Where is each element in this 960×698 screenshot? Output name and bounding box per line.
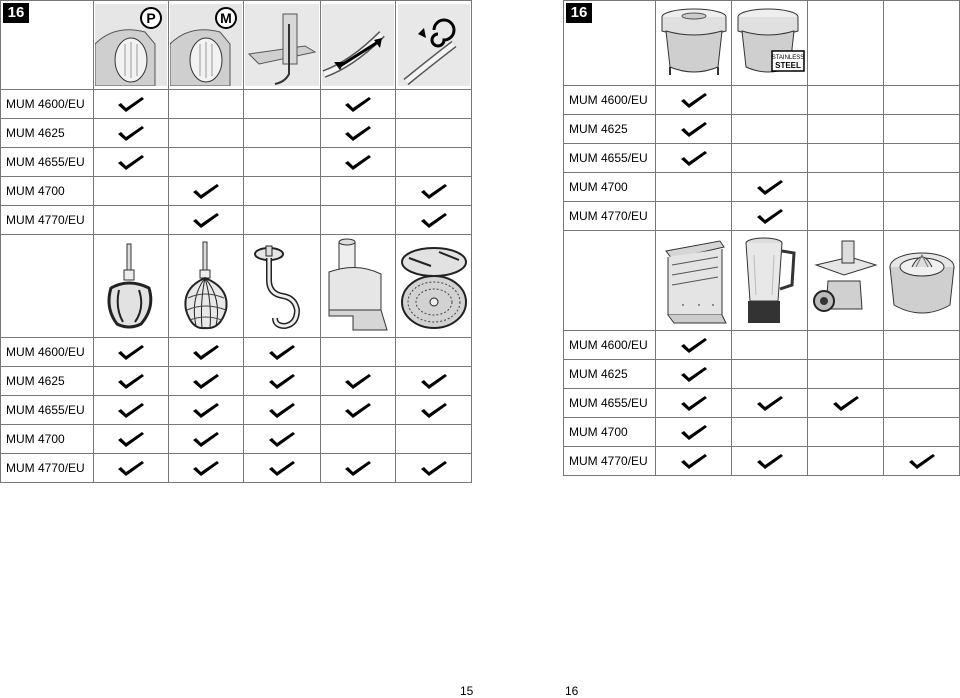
meat-mincer-icon: [808, 231, 884, 331]
check-cell: [94, 148, 169, 177]
checkmark-icon: [680, 92, 708, 108]
empty-cell: [808, 447, 884, 476]
empty-cell: [732, 115, 808, 144]
check-cell: [396, 396, 472, 425]
page-number-left: 15: [460, 684, 474, 698]
steel-bowl-icon: [732, 1, 808, 86]
check-cell: [321, 396, 396, 425]
table-row: [564, 115, 960, 144]
check-cell: [732, 202, 808, 231]
arm-up-down-icon: [321, 1, 396, 90]
check-cell: [656, 360, 732, 389]
model-label: MUM 4625: [564, 115, 656, 144]
checkmark-icon: [117, 460, 145, 476]
empty-cell: [244, 148, 321, 177]
check-cell: [396, 454, 472, 483]
check-cell: [656, 447, 732, 476]
check-cell: [94, 367, 169, 396]
table-row: [564, 389, 960, 418]
empty-cell: [244, 90, 321, 119]
check-cell: [244, 367, 321, 396]
checkmark-icon: [117, 154, 145, 170]
left-panel: [0, 0, 472, 483]
checkmark-icon: [117, 96, 145, 112]
checkmark-icon: [192, 212, 220, 228]
kneading-hook-icon: [94, 235, 169, 338]
checkmark-icon: [117, 373, 145, 389]
left-bottom-table: [0, 234, 472, 483]
check-cell: [169, 338, 244, 367]
check-cell: [94, 90, 169, 119]
checkmark-icon: [344, 125, 372, 141]
table-row: [1, 454, 472, 483]
model-label: MUM 4600/EU: [1, 90, 94, 119]
empty-cell: [656, 202, 732, 231]
check-cell: [656, 331, 732, 360]
checkmark-icon: [344, 154, 372, 170]
empty-cell: [321, 177, 396, 206]
model-label: MUM 4600/EU: [564, 86, 656, 115]
empty-header-cell: [884, 1, 960, 86]
empty-cell: [396, 119, 472, 148]
table-row: [1, 206, 472, 235]
check-cell: [656, 389, 732, 418]
check-cell: [656, 115, 732, 144]
check-cell: [169, 367, 244, 396]
check-cell: [94, 119, 169, 148]
section-badge: 16: [566, 3, 592, 23]
model-label: MUM 4655/EU: [1, 396, 94, 425]
table-row: [564, 447, 960, 476]
check-cell: [169, 454, 244, 483]
empty-cell: [808, 418, 884, 447]
empty-cell: [321, 425, 396, 454]
food-processor-icon: [321, 235, 396, 338]
table-row: [564, 418, 960, 447]
mixer-arm-icon: [244, 1, 321, 90]
model-label: MUM 4655/EU: [1, 148, 94, 177]
steel-label-line1: STAINLESS: [771, 55, 804, 61]
empty-cell: [732, 331, 808, 360]
whisk-icon: [169, 235, 244, 338]
checkmark-icon: [756, 208, 784, 224]
check-cell: [321, 148, 396, 177]
table-row: [1, 338, 472, 367]
table-row: [564, 173, 960, 202]
empty-cell: [321, 206, 396, 235]
checkmark-icon: [192, 402, 220, 418]
model-label: MUM 4700: [564, 418, 656, 447]
section-badge: 16: [3, 3, 29, 23]
model-label: MUM 4625: [1, 367, 94, 396]
empty-cell: [1, 235, 94, 338]
checkmark-icon: [420, 460, 448, 476]
model-label: MUM 4655/EU: [564, 389, 656, 418]
empty-cell: [884, 86, 960, 115]
empty-cell: [884, 202, 960, 231]
empty-cell: [732, 86, 808, 115]
empty-cell: [732, 144, 808, 173]
check-cell: [321, 454, 396, 483]
empty-cell: [169, 119, 244, 148]
checkmark-icon: [420, 212, 448, 228]
empty-cell: [396, 338, 472, 367]
check-cell: [244, 338, 321, 367]
empty-cell: [808, 86, 884, 115]
table-row: [564, 144, 960, 173]
check-cell: [169, 177, 244, 206]
model-label: MUM 4700: [1, 425, 94, 454]
right-top-table: [563, 0, 960, 231]
left-top-table: [0, 0, 472, 235]
checkmark-icon: [268, 373, 296, 389]
checkmark-icon: [680, 366, 708, 382]
table-row: [564, 360, 960, 389]
table-row: [1, 367, 472, 396]
check-cell: [656, 86, 732, 115]
check-cell: [321, 119, 396, 148]
checkmark-icon: [680, 395, 708, 411]
model-label: MUM 4770/EU: [564, 202, 656, 231]
check-cell: [169, 425, 244, 454]
checkmark-icon: [268, 460, 296, 476]
model-label: MUM 4770/EU: [564, 447, 656, 476]
check-cell: [732, 173, 808, 202]
checkmark-icon: [344, 460, 372, 476]
checkmark-icon: [680, 453, 708, 469]
dial-M-icon: [169, 1, 244, 90]
checkmark-icon: [117, 125, 145, 141]
dial-letter-m: M: [220, 10, 232, 26]
checkmark-icon: [192, 431, 220, 447]
model-label: MUM 4625: [564, 360, 656, 389]
table-row: [564, 86, 960, 115]
check-cell: [244, 425, 321, 454]
empty-cell: [244, 119, 321, 148]
right-badge-cell: [564, 1, 656, 86]
right-bottom-table: [563, 230, 960, 476]
checkmark-icon: [117, 402, 145, 418]
table-row: [1, 148, 472, 177]
empty-cell: [169, 148, 244, 177]
model-label: MUM 4700: [564, 173, 656, 202]
check-cell: [396, 206, 472, 235]
checkmark-icon: [344, 402, 372, 418]
check-cell: [169, 206, 244, 235]
model-label: MUM 4770/EU: [1, 206, 94, 235]
check-cell: [94, 425, 169, 454]
check-cell: [321, 90, 396, 119]
dial-P-icon: [94, 1, 169, 90]
checkmark-icon: [420, 183, 448, 199]
steel-label-line2: STEEL: [774, 61, 801, 70]
model-label: MUM 4700: [1, 177, 94, 206]
checkmark-icon: [344, 96, 372, 112]
checkmark-icon: [756, 395, 784, 411]
checkmark-icon: [192, 344, 220, 360]
check-cell: [656, 144, 732, 173]
checkmark-icon: [680, 424, 708, 440]
check-cell: [396, 367, 472, 396]
checkmark-icon: [192, 373, 220, 389]
empty-cell: [94, 177, 169, 206]
check-cell: [94, 338, 169, 367]
empty-cell: [169, 90, 244, 119]
table-row: [1, 90, 472, 119]
table-row: [564, 331, 960, 360]
empty-cell: [884, 389, 960, 418]
model-label: MUM 4770/EU: [1, 454, 94, 483]
empty-cell: [321, 338, 396, 367]
checkmark-icon: [117, 431, 145, 447]
check-cell: [732, 389, 808, 418]
table-row: [1, 119, 472, 148]
dial-letter-p: P: [146, 10, 156, 26]
citrus-press-icon: [884, 231, 960, 331]
check-cell: [808, 389, 884, 418]
empty-cell: [884, 360, 960, 389]
empty-cell: [884, 173, 960, 202]
empty-cell: [732, 360, 808, 389]
checkmark-icon: [420, 402, 448, 418]
check-cell: [884, 447, 960, 476]
checkmark-icon: [680, 150, 708, 166]
empty-cell: [884, 115, 960, 144]
empty-cell: [884, 144, 960, 173]
empty-cell: [808, 360, 884, 389]
model-label: MUM 4600/EU: [1, 338, 94, 367]
checkmark-icon: [680, 121, 708, 137]
checkmark-icon: [192, 183, 220, 199]
plastic-bowl-icon: [656, 1, 732, 86]
empty-cell: [884, 331, 960, 360]
model-label: MUM 4625: [1, 119, 94, 148]
checkmark-icon: [832, 395, 860, 411]
checkmark-icon: [117, 344, 145, 360]
empty-cell: [808, 115, 884, 144]
arm-rotate-icon: [396, 1, 472, 90]
model-label: MUM 4655/EU: [564, 144, 656, 173]
right-panel: [563, 0, 960, 476]
empty-cell: [94, 206, 169, 235]
checkmark-icon: [420, 373, 448, 389]
checkmark-icon: [192, 460, 220, 476]
empty-cell: [808, 331, 884, 360]
checkmark-icon: [756, 453, 784, 469]
checkmark-icon: [268, 344, 296, 360]
empty-cell: [396, 425, 472, 454]
grater-icon: [656, 231, 732, 331]
checkmark-icon: [268, 431, 296, 447]
check-cell: [94, 454, 169, 483]
check-cell: [396, 177, 472, 206]
empty-cell: [808, 202, 884, 231]
empty-header-cell: [808, 1, 884, 86]
check-cell: [244, 454, 321, 483]
dough-hook-icon: [244, 235, 321, 338]
checkmark-icon: [756, 179, 784, 195]
empty-cell: [808, 173, 884, 202]
empty-cell: [732, 418, 808, 447]
empty-cell: [656, 173, 732, 202]
empty-cell: [396, 90, 472, 119]
empty-cell: [884, 418, 960, 447]
check-cell: [321, 367, 396, 396]
check-cell: [94, 396, 169, 425]
table-row: [564, 202, 960, 231]
check-cell: [732, 447, 808, 476]
check-cell: [169, 396, 244, 425]
empty-cell: [808, 144, 884, 173]
left-badge-cell: [1, 1, 94, 90]
empty-cell: [244, 177, 321, 206]
table-row: [1, 177, 472, 206]
page-number-right: 16: [565, 684, 579, 698]
checkmark-icon: [344, 373, 372, 389]
check-cell: [244, 396, 321, 425]
slicing-disc-icon: [396, 235, 472, 338]
checkmark-icon: [680, 337, 708, 353]
model-label: MUM 4600/EU: [564, 331, 656, 360]
empty-cell: [564, 231, 656, 331]
check-cell: [656, 418, 732, 447]
table-row: [1, 425, 472, 454]
empty-cell: [244, 206, 321, 235]
table-row: [1, 396, 472, 425]
checkmark-icon: [908, 453, 936, 469]
checkmark-icon: [268, 402, 296, 418]
empty-cell: [396, 148, 472, 177]
blender-icon: [732, 231, 808, 331]
